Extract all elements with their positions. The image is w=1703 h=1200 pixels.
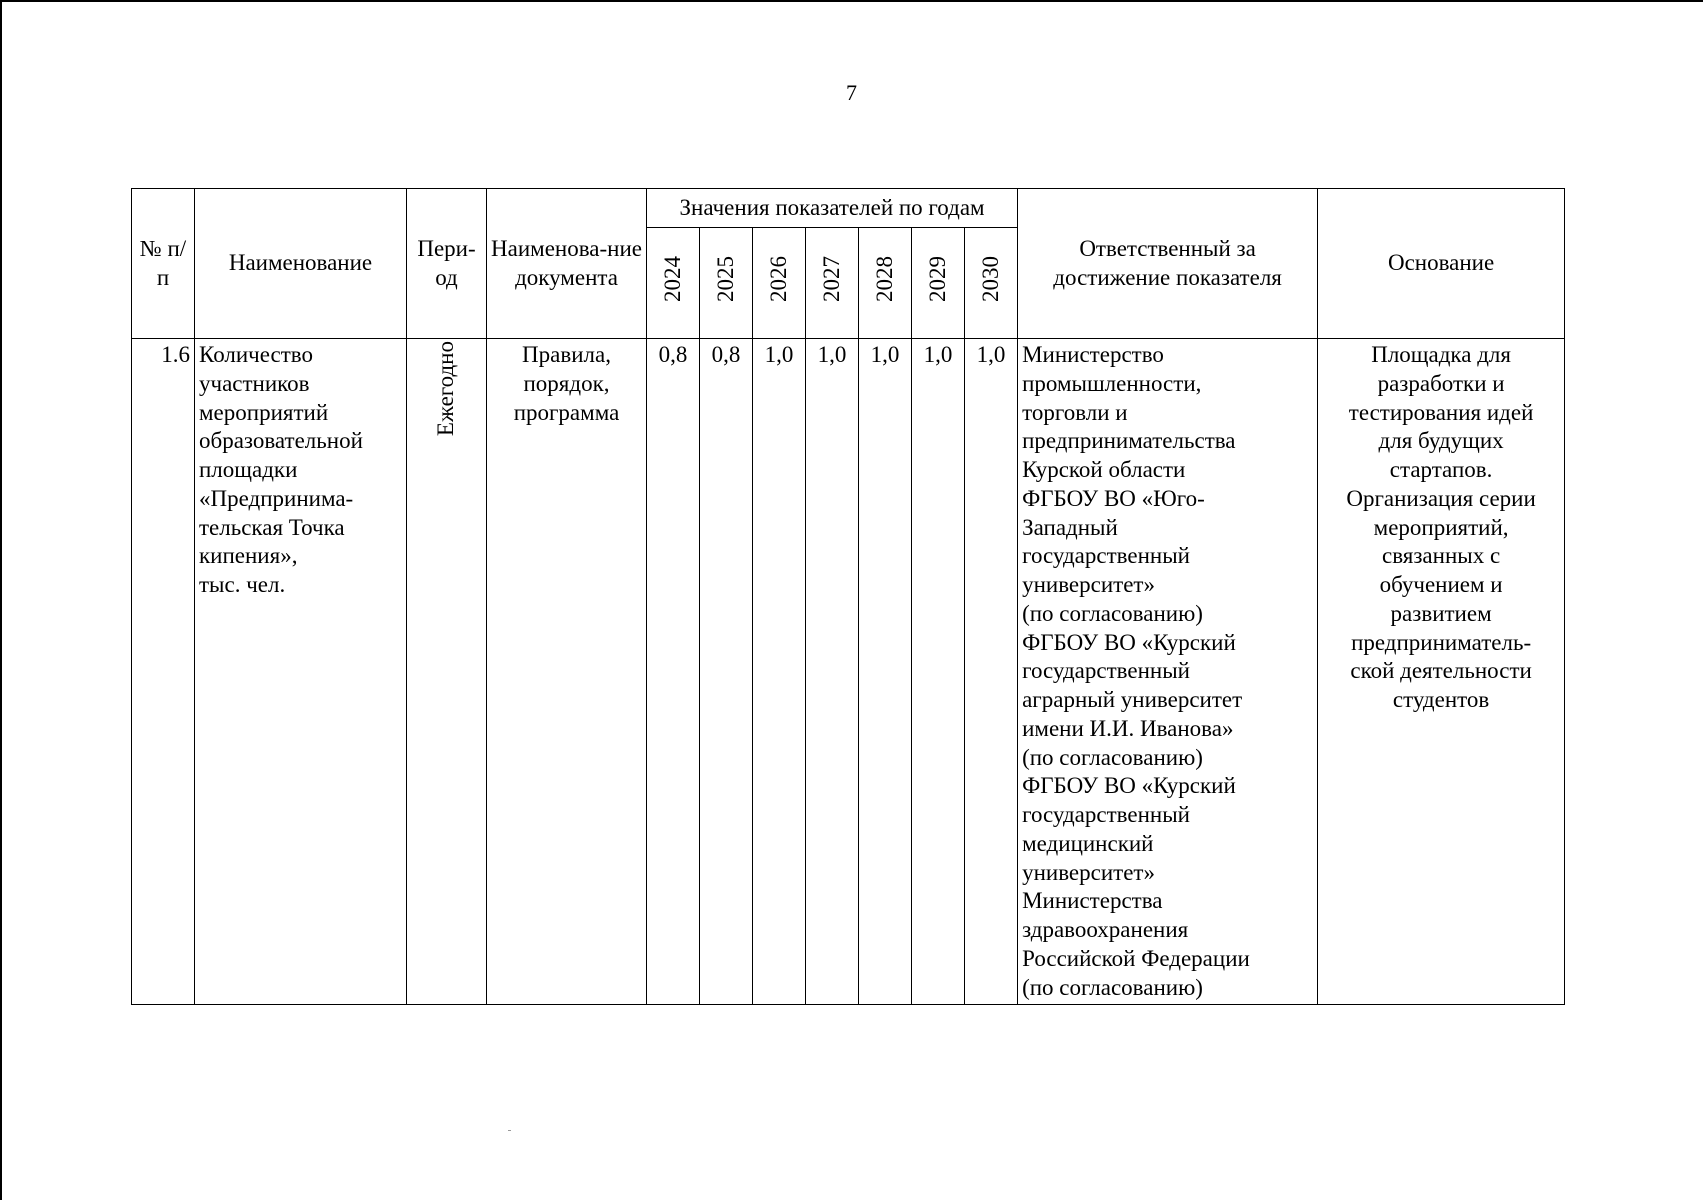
responsible-line: ФГБОУ ВО «Курский xyxy=(1022,629,1236,655)
header-name: Наименование xyxy=(195,189,407,339)
name-line: тыс. чел. xyxy=(199,572,286,597)
responsible-line: промышленности, xyxy=(1022,370,1202,396)
name-line: Количество xyxy=(199,342,313,367)
indicator-table xyxy=(131,188,1565,1005)
header-year-label: 2025 xyxy=(712,256,738,303)
header-year xyxy=(647,228,700,339)
header-values-group: Значения показателей по годам xyxy=(647,189,1018,228)
period-label: Ежегодно xyxy=(433,341,459,437)
responsible-line: университет» xyxy=(1022,859,1155,885)
responsible-line: государственный xyxy=(1022,658,1190,684)
basis-line: разработки и xyxy=(1377,370,1505,396)
header-year xyxy=(912,228,965,339)
basis-line: Площадка для xyxy=(1371,342,1511,367)
responsible-line: Министерства xyxy=(1022,888,1163,914)
document-line: Правила, xyxy=(522,342,611,367)
header-document: Наименова-ние документа xyxy=(487,189,647,339)
basis-line: обучением и xyxy=(1379,572,1503,597)
header-year xyxy=(965,228,1018,339)
basis-line: связанных с xyxy=(1382,543,1501,569)
name-line: тельская Точка xyxy=(199,514,345,540)
responsible-line: имени И.И. Иванова» xyxy=(1022,715,1234,741)
header-basis: Основание xyxy=(1318,189,1565,339)
header-year xyxy=(806,228,859,339)
header-period: Пери-од xyxy=(407,189,487,339)
responsible-line: государственный xyxy=(1022,802,1190,827)
name-line: площадки xyxy=(199,457,298,482)
row-basis xyxy=(1318,339,1565,1005)
header-year xyxy=(859,228,912,339)
scan-speck xyxy=(508,1130,511,1131)
header-responsible: Ответственный за достижение показателя xyxy=(1018,189,1318,339)
basis-line: тестирования идей xyxy=(1348,399,1534,425)
page-number: 7 xyxy=(846,80,857,105)
basis-line: стартапов. xyxy=(1389,457,1493,482)
responsible-line: торговли и xyxy=(1022,399,1128,425)
responsible-line: медицинский xyxy=(1022,830,1154,856)
header-year xyxy=(753,228,806,339)
responsible-line: здравоохранения xyxy=(1022,917,1189,942)
responsible-line: (по согласованию) xyxy=(1022,600,1203,626)
header-year-label: 2026 xyxy=(765,256,791,303)
name-line: кипения», xyxy=(199,543,298,569)
responsible-line: Российской Федерации xyxy=(1022,945,1250,971)
responsible-line: (по согласованию) xyxy=(1022,744,1203,770)
header-year-label: 2024 xyxy=(659,256,685,303)
header-year-label: 2030 xyxy=(977,256,1003,303)
responsible-line: ФГБОУ ВО «Курский xyxy=(1022,773,1236,799)
row-value: 1,0 xyxy=(859,339,912,1005)
table-header xyxy=(132,189,1565,339)
basis-line: ской деятельности xyxy=(1350,658,1532,684)
basis-line: для будущих xyxy=(1378,428,1504,454)
header-year xyxy=(700,228,753,339)
row-value: 1,0 xyxy=(912,339,965,1005)
basis-line: студентов xyxy=(1392,687,1490,712)
basis-line: мероприятий, xyxy=(1373,514,1509,540)
name-line: участников xyxy=(199,370,310,396)
basis-line: предприниматель- xyxy=(1351,629,1532,655)
row-responsible xyxy=(1018,339,1318,1005)
header-year-label: 2027 xyxy=(818,256,844,303)
header-num: № п/п xyxy=(132,189,195,339)
responsible-line: аграрный университет xyxy=(1022,687,1243,712)
row-value: 1,0 xyxy=(753,339,806,1005)
responsible-line: Министерство xyxy=(1022,342,1164,367)
row-period xyxy=(407,339,487,1005)
responsible-line: Курской области xyxy=(1022,457,1186,482)
row-document xyxy=(487,339,647,1005)
document-line: программа xyxy=(513,399,620,425)
name-line: «Предпринима- xyxy=(199,485,354,511)
table-row xyxy=(132,339,1565,1005)
row-num: 1.6 xyxy=(132,339,195,1005)
name-line: мероприятий xyxy=(199,399,329,425)
document-line: порядок, xyxy=(523,370,610,396)
name-line: образовательной xyxy=(199,428,363,454)
responsible-line: (по согласованию) xyxy=(1022,974,1203,1000)
responsible-line: государственный xyxy=(1022,543,1190,569)
responsible-line: предпринимательства xyxy=(1022,428,1236,454)
row-value: 0,8 xyxy=(700,339,753,1005)
responsible-line: университет» xyxy=(1022,572,1155,597)
row-value: 1,0 xyxy=(806,339,859,1005)
responsible-line: ФГБОУ ВО «Юго- xyxy=(1022,485,1205,511)
row-value: 1,0 xyxy=(965,339,1018,1005)
basis-line: Организация серии xyxy=(1346,485,1536,511)
header-year-label: 2028 xyxy=(871,256,897,303)
header-year-label: 2029 xyxy=(924,256,950,303)
row-value: 0,8 xyxy=(647,339,700,1005)
basis-line: развитием xyxy=(1390,600,1492,626)
responsible-line: Западный xyxy=(1022,514,1118,540)
row-name xyxy=(195,339,407,1005)
